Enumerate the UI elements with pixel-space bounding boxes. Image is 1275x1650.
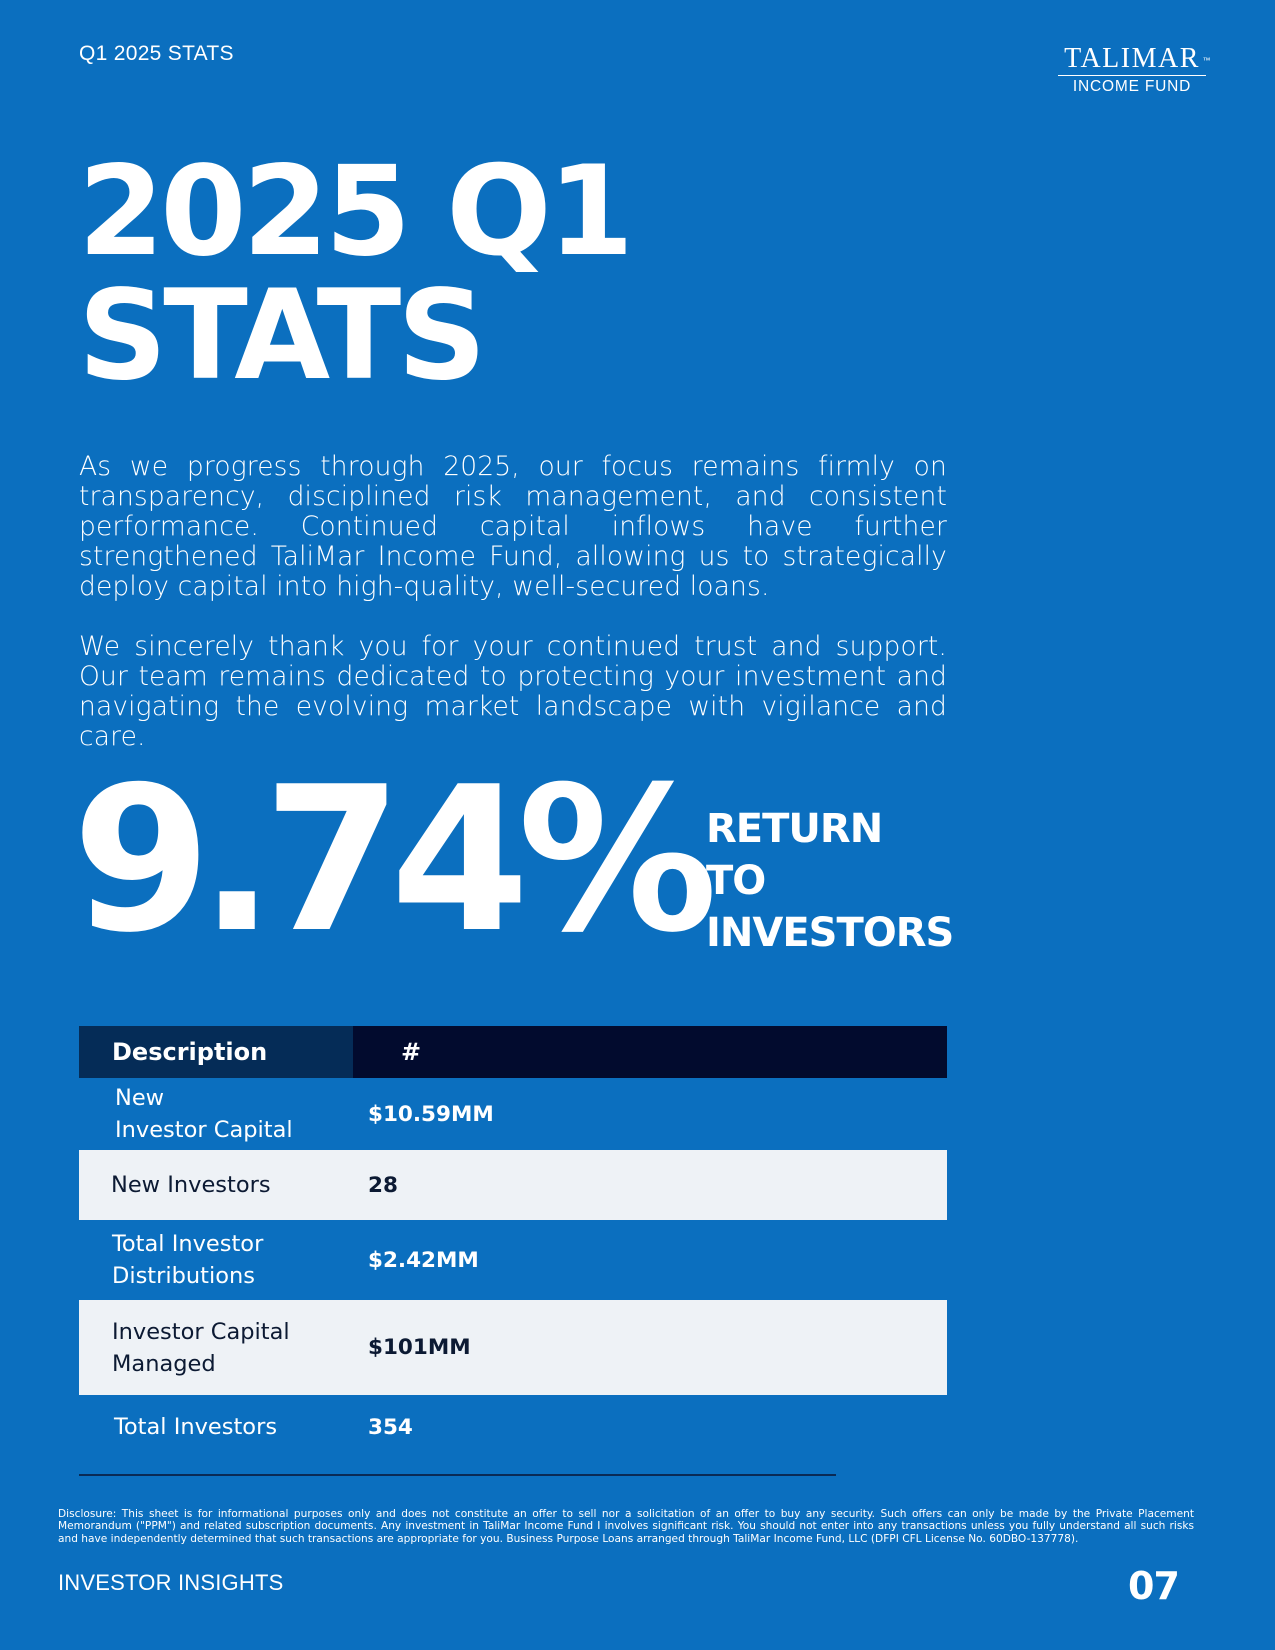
- row-value: $2.42MM: [368, 1247, 479, 1273]
- table-row: [79, 1300, 947, 1395]
- row-value: 354: [368, 1414, 413, 1440]
- row-label: Total Investor Distributions: [112, 1231, 264, 1289]
- return-caption: [706, 803, 954, 959]
- return-caption-line-2: INVESTORS: [706, 910, 954, 956]
- table-header-row: [79, 1026, 947, 1078]
- row-value: $101MM: [353, 1300, 947, 1395]
- return-caption-line-1: RETURN TO: [706, 806, 883, 904]
- row-label: New Investor Capital: [115, 1085, 293, 1143]
- page-section-label: Q1 2025 STATS: [79, 42, 234, 65]
- column-header-number: #: [353, 1026, 947, 1078]
- table-row: [79, 1150, 947, 1220]
- return-percentage: 9.74%: [72, 744, 706, 977]
- company-logo: [1056, 43, 1212, 95]
- row-label: Total Investors: [114, 1414, 278, 1440]
- row-value: $10.59MM: [368, 1101, 494, 1127]
- table-row: [79, 1395, 947, 1459]
- intro-paragraph-1: As we progress through 2025, our focus remains firmly on transparency, disciplined risk management, and consistent performance. Continued capital inflows have further strengthened TaliMar Income Fund, allowing us to strategically deploy capital into high-quality, well-secured loans.: [79, 451, 947, 602]
- page-number: 07: [1128, 1564, 1179, 1608]
- column-header-description: Description: [79, 1026, 353, 1078]
- intro-paragraph-2: We sincerely thank you for your continued trust and support. Our team remains dedicated to protecting your investment and navigating the evolving market landscape with vigilance and care.: [79, 631, 947, 752]
- table-row: [79, 1220, 947, 1300]
- intro-text: [79, 452, 947, 752]
- footer-section-label: INVESTOR INSIGHTS: [58, 1570, 284, 1595]
- row-value: 28: [353, 1150, 947, 1220]
- section-divider: [79, 1474, 836, 1476]
- stats-table: [79, 1026, 947, 1459]
- disclosure-text: Disclosure: This sheet is for informational purposes only and does not constitute an offer to sell nor a solicitation of an offer to buy any security. Such offers can only be made by the Private Placement Memorandum ("PPM") and related subscription documents. Any investment in TaliMar Income Fund I involves significant risk. You should not enter into any transactions unless you fully understand all such risks and have independently determined that such transactions are appropriate for you. Business Purpose Loans arranged through TaliMar Income Fund, LLC (DFPI CFL License No. 60DBO-137778).: [58, 1508, 1194, 1545]
- row-label: New Investors: [79, 1150, 353, 1220]
- page-title-line-1: 2025 Q1: [78, 140, 630, 284]
- page-title: [78, 140, 630, 408]
- table-row: [79, 1078, 947, 1150]
- logo-name: TALIMAR ™: [1064, 43, 1212, 74]
- logo-subtitle: INCOME FUND: [1072, 78, 1192, 95]
- page-title-line-2: STATS: [78, 264, 483, 408]
- logo-divider: [1058, 75, 1206, 76]
- row-label: Investor Capital Managed: [79, 1300, 353, 1395]
